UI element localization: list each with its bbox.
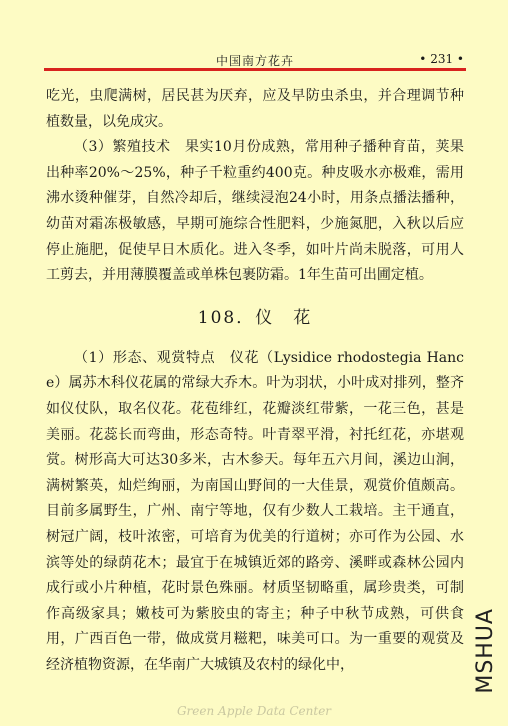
header-rule [44, 68, 466, 71]
bottom-watermark: Green Apple Data Center [176, 704, 332, 718]
page-body [46, 84, 464, 678]
paragraph-morphology: （1）形态、观赏特点 仪花（Lysidice rhodostegia Hance）属苏木科仪花属的常绿大乔木。叶为羽状，小叶成对排列，整齐如仪仗队，取名仪花。花苞绯红，花瓣淡红带紫，一花三色，甚是美丽。花蕊长而弯曲，形态奇特。叶青翠平滑，衬托红花，亦堪观赏。树形高大可达30多米，古木参天。每年五六月间，溪边山涧，满树繁英，灿烂绚丽，为南国山野间的一大佳景，观赏价值颇高。目前多属野生，广州、南宁等地，仅有少数人工栽培。主干通直，树冠广阔，枝叶浓密，可培育为优美的行道树；亦可作为公园、水滨等处的绿荫花木；最宜于在城镇近郊的路旁、溪畔或森林公园内成行或小片种植，花时景色殊丽。材质坚韧略重，属珍贵类，可制作高级家具；嫩枝可为紫胶虫的寄主；种子中秋节成熟，可供食用，广西百色一带，做成赏月糍粑，味美可口。为一重要的观赏及经济植物资源，在华南广大城镇及农村的绿化中， [46, 349, 464, 673]
running-header [44, 52, 466, 68]
header-title: 中国南方花卉 [215, 54, 294, 68]
paragraph-propagation: （3）繁殖技术 果实10月份成熟，常用种子播种育苗，荚果出种率20%～25%，种子千粒重约400克。种皮吸水亦极难，需用沸水烫种催芽，自然冷却后，继续浸泡24小时，用条点播法播种，幼苗对霜冻极敏感，早期可施综合性肥料，少施氮肥，入秋以后应停止施肥，促使早日木质化。进入冬季，如叶片尚未脱落，可用人工剪去，并用薄膜覆盖或单株包裹防霜。1年生苗可出圃定植。 [46, 139, 464, 284]
section-title: 108．仪 花 [197, 307, 313, 328]
paragraph-continued: 吃光，虫爬满树，居民甚为厌弃，应及早防虫杀虫，并合理调节种植数量，以免成灾。 [46, 88, 464, 130]
side-watermark: MSHUA [473, 608, 498, 694]
page-number: • 231 • [419, 52, 464, 66]
